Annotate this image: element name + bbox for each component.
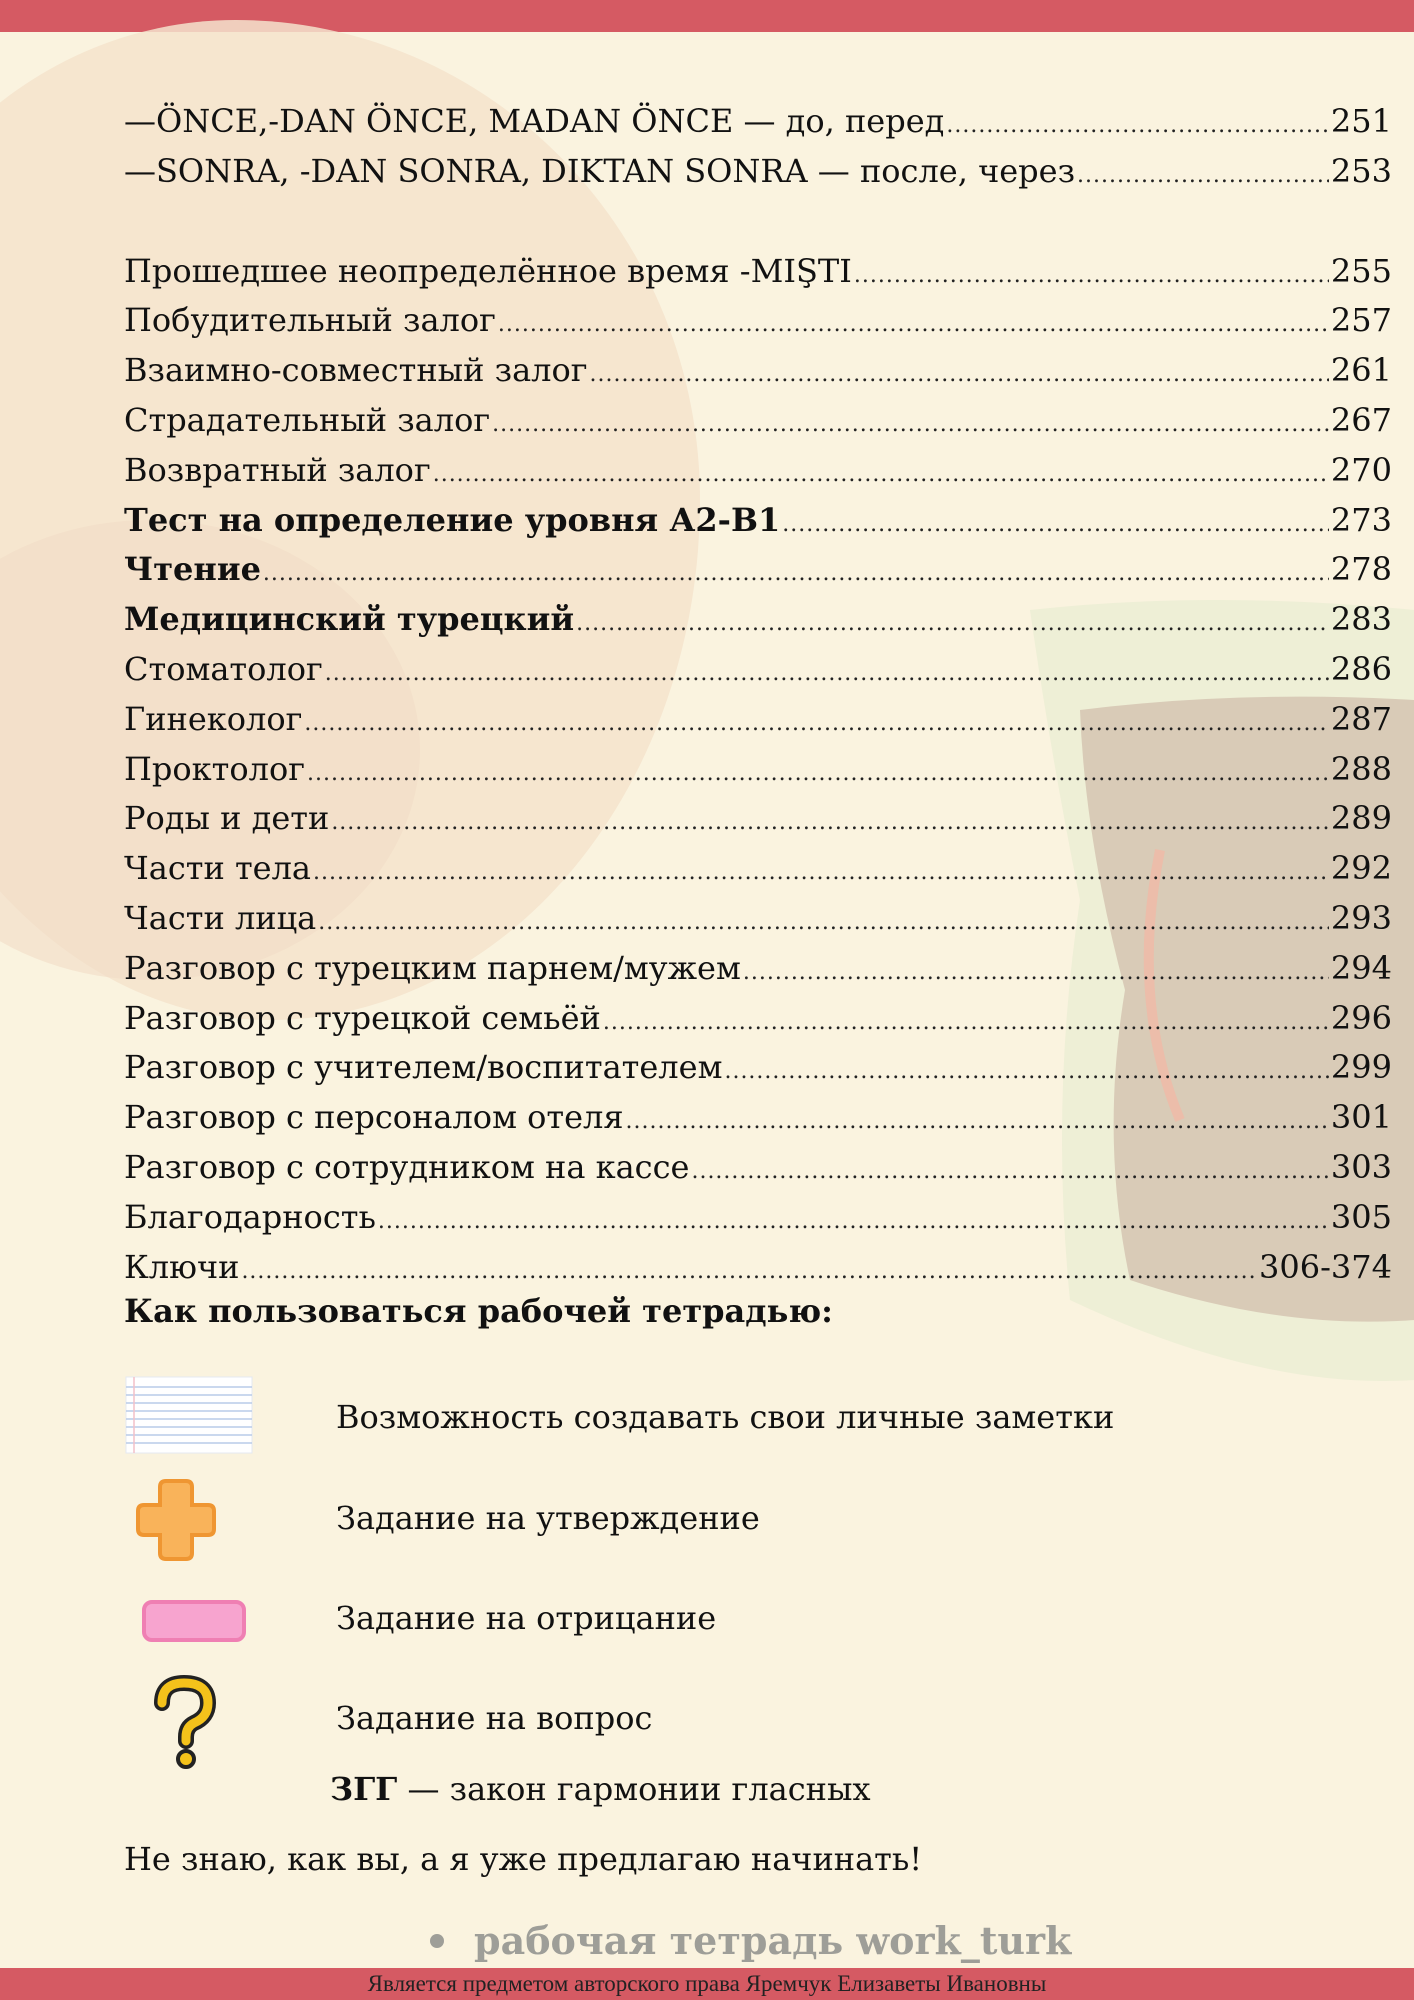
toc-leader-dots [325,649,1329,699]
toc-entry-title: Прошедшее неопределённое время -MIŞTI [124,251,852,290]
toc-leader-dots [498,300,1329,350]
toc-entry-title: Благодарность [124,1197,376,1236]
toc-entry-title: Разговор с турецким парнем/мужем [124,948,741,987]
toc-entry-page: 293 [1330,898,1392,937]
toc-entry [124,645,1392,695]
brand-text: рабочая тетрадь work_turk [474,1918,1072,1963]
toc-gap [124,197,1392,247]
bullet-icon [430,1934,444,1948]
legend-minus-text: Задание на отрицание [336,1599,717,1637]
toc-entry-title: Разговор с сотрудником на кассе [124,1147,690,1186]
toc-entry [124,794,1392,844]
toc-entry-page: 283 [1330,600,1392,639]
toc-entry-page: 287 [1330,699,1392,738]
toc-leader-dots [946,101,1329,151]
toc-entry-title: —ÖNCE,-DAN ÖNCE, MADAN ÖNCE — до, перед [124,102,945,140]
closing-text: Не знаю, как вы, а я уже предлагаю начинать! [124,1840,923,1878]
toc-entry-title: Побудительный залог [124,301,496,340]
toc-entry [124,446,1392,496]
copyright-text: Является предметом авторского права Яремчук Елизаветы Ивановны [367,1971,1047,1996]
toc-leader-dots [378,1197,1329,1247]
toc-entry [124,695,1392,745]
toc-entry-page: 299 [1330,1048,1392,1087]
zgg-abbr: ЗГГ [330,1770,398,1808]
toc-entry [124,296,1392,346]
toc-leader-dots [854,251,1329,301]
toc-entry [124,944,1392,994]
toc-entry-page: 294 [1330,948,1392,987]
toc-entry [124,1143,1392,1193]
toc-entry-title: Стоматолог [124,649,323,688]
toc-leader-dots [241,1247,1257,1297]
toc-entry-page: 286 [1330,649,1392,688]
toc-entry-title: Разговор с персоналом отеля [124,1098,624,1137]
toc-entry [124,1093,1392,1143]
toc-entry-page: 267 [1330,400,1392,439]
toc-entry-title: Ключи [124,1247,240,1286]
toc-entry-page: 255 [1330,251,1392,290]
legend-question [0,1675,1414,1765]
toc-entry-page: 261 [1330,351,1392,390]
legend-notes [0,1375,1414,1465]
toc-leader-dots [782,500,1329,550]
toc-entry-title: Проктолог [124,749,305,788]
toc-leader-dots [603,998,1329,1048]
toc-entry-page: 305 [1330,1197,1392,1236]
toc-leader-dots [576,599,1329,649]
toc-entry-title: Страдательный залог [124,400,491,439]
toc-entry [124,1043,1392,1093]
toc-entry-title: Разговор с турецкой семьёй [124,998,601,1037]
toc-entry [124,894,1392,944]
brand-line [430,1918,1071,1963]
plus-icon [124,1475,254,1565]
toc-entry-title: Медицинский турецкий [124,600,575,639]
toc-entry-page: 303 [1330,1147,1392,1186]
legend-notes-text: Возможность создавать свои личные заметки [336,1398,1115,1436]
toc-leader-dots [318,898,1329,948]
toc-entry-page: 306-374 [1259,1247,1392,1286]
toc-leader-dots [590,350,1329,400]
toc-entry-page: 251 [1330,102,1392,140]
toc-entry [124,496,1392,546]
toc-entry-page: 270 [1330,450,1392,489]
toc-entry [124,844,1392,894]
legend-plus [0,1475,1414,1565]
toc-entry-title: —SONRA, -DAN SONRA, DIKTAN SONRA — после, через [124,151,1076,190]
toc-leader-dots [626,1097,1329,1147]
toc-entry-page: 292 [1330,849,1392,888]
toc-leader-dots [492,400,1329,450]
legend-question-text: Задание на вопрос [336,1699,653,1737]
toc-entry-page: 257 [1330,301,1392,340]
toc-entry-page: 289 [1330,799,1392,838]
toc-entry [124,994,1392,1044]
question-icon [124,1675,254,1765]
zgg-text: — закон гармонии гласных [397,1770,871,1808]
toc-entry [124,1243,1392,1293]
toc-entry [124,595,1392,645]
toc-entry-title: Части лица [124,898,317,937]
toc-entry [124,396,1392,446]
toc-entry [124,745,1392,795]
table-of-contents [124,97,1392,1292]
notepad-icon [124,1375,254,1465]
toc-entry-title: Чтение [124,550,261,589]
footer-bar [0,1968,1414,2000]
toc-entry-title: Разговор с учителем/воспитателем [124,1048,723,1087]
toc-entry-page: 253 [1330,151,1392,190]
toc-leader-dots [307,749,1329,799]
toc-entry-page: 301 [1330,1098,1392,1137]
toc-leader-dots [1077,151,1329,201]
toc-entry [124,346,1392,396]
toc-entry-page: 296 [1330,998,1392,1037]
toc-leader-dots [331,798,1329,848]
howto-title: Как пользоваться рабочей тетрадью: [124,1292,833,1330]
toc-leader-dots [313,848,1329,898]
toc-leader-dots [724,1047,1328,1097]
toc-entry-page: 278 [1330,550,1392,589]
legend-minus [0,1575,1414,1665]
toc-entry-title: Части тела [124,849,311,888]
toc-entry [124,97,1392,147]
toc-leader-dots [743,948,1329,998]
toc-entry-page: 273 [1330,500,1392,539]
legend-plus-text: Задание на утверждение [336,1499,760,1537]
zgg-note [330,1770,870,1808]
toc-entry-title: Роды и дети [124,799,330,838]
toc-entry-title: Взаимно-совместный залог [124,351,588,390]
toc-entry-page: 288 [1330,749,1392,788]
toc-entry [124,545,1392,595]
toc-entry-title: Возвратный залог [124,450,431,489]
toc-leader-dots [263,549,1329,599]
toc-entry [124,1193,1392,1243]
toc-leader-dots [433,450,1329,500]
toc-leader-dots [691,1147,1328,1197]
toc-entry-title: Тест на определение уровня А2-В1 [124,500,781,539]
toc-entry [124,147,1392,197]
toc-entry-title: Гинеколог [124,699,303,738]
toc-entry [124,247,1392,297]
toc-leader-dots [304,699,1329,749]
minus-icon [124,1575,254,1665]
